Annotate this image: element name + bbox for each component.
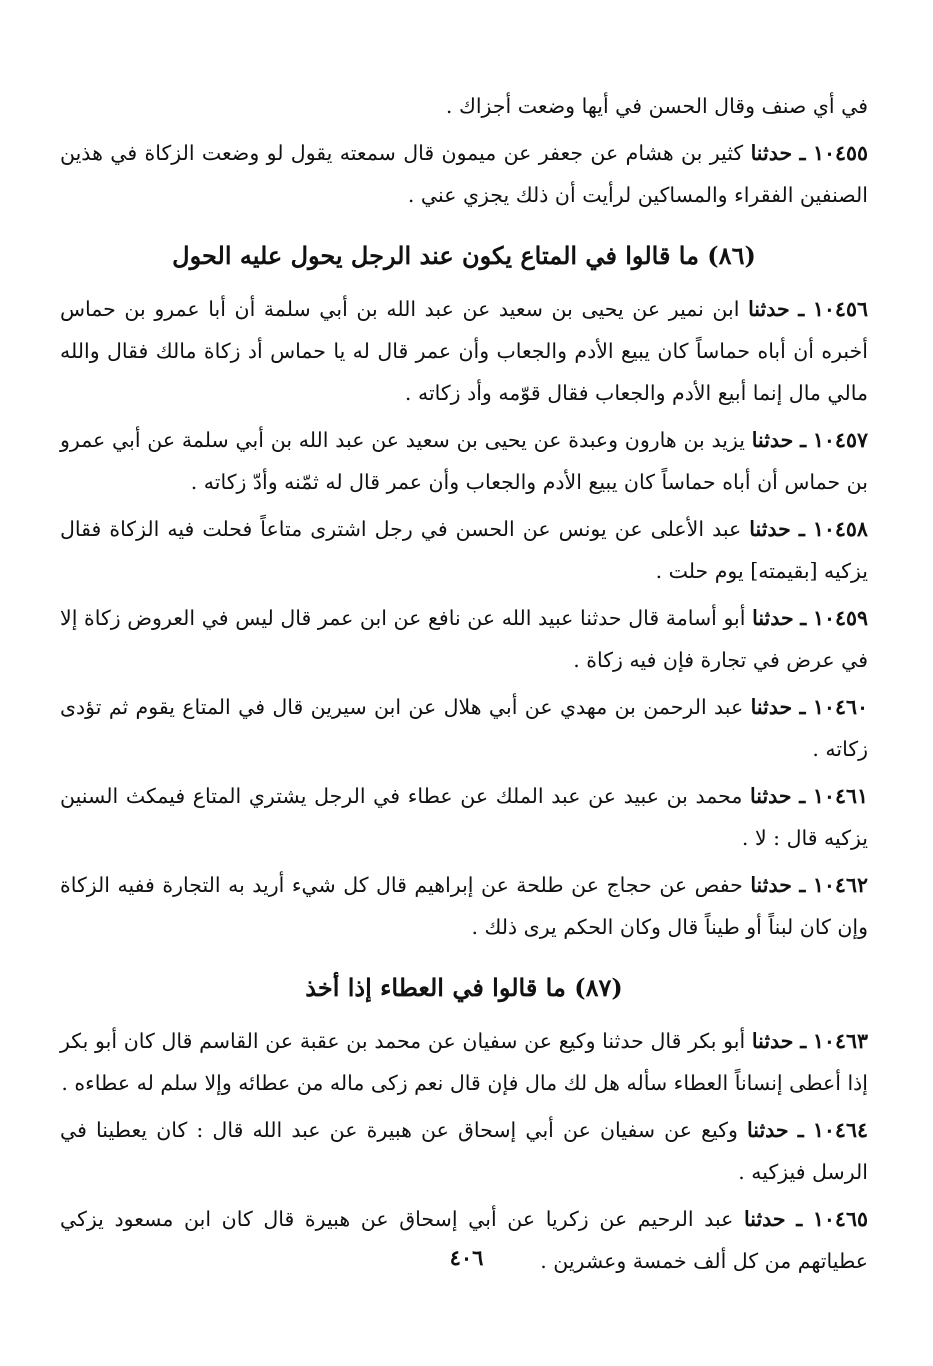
- section-87: [60, 1020, 868, 1282]
- hadith-10459: ١٠٤٥٩ ـ حدثنا أبو أسامة قال حدثنا عبيد الله عن نافع عن ابن عمر قال ليس في العروض زكاة إلا في عرض في تجارة فإن فيه زكاة .: [60, 606, 868, 672]
- hadith-number: ١٠٤٥٨: [812, 517, 868, 541]
- hadith-lead: حدثنا: [749, 517, 791, 541]
- hadith-lead: حدثنا: [748, 297, 790, 321]
- hadith-lead: حدثنا: [750, 784, 792, 808]
- section-1: [60, 132, 868, 216]
- hadith-lead: حدثنا: [750, 141, 793, 165]
- hadith-text: حفص عن حجاج عن طلحة عن إبراهيم قال كل شيء أريد به التجارة ففيه الزكاة وإن كان لبناً أو طيناً قال وكان الحكم يرى ذلك .: [60, 873, 868, 939]
- hadith-10464: ١٠٤٦٤ ـ حدثنا وكيع عن سفيان عن أبي إسحاق عن هبيرة عن عبد الله قال : كان يعطينا في الرسل فيزكيه .: [60, 1118, 868, 1184]
- hadith-number: ١٠٤٥٩: [812, 606, 868, 630]
- hadith-10460: ١٠٤٦٠ ـ حدثنا عبد الرحمن بن مهدي عن أبي هلال عن ابن سيرين قال في المتاع يقوم ثم تؤدى زكاته .: [60, 695, 868, 761]
- hadith-10463: ١٠٤٦٣ ـ حدثنا أبو بكر قال حدثنا وكيع عن سفيان عن محمد بن عقبة عن القاسم قال كان أبو بكر إذا أعطى إنساناً العطاء سأله هل لك مال فإن قال نعم زكى ماله من عطائه وإلا سلم له عطاءه .: [60, 1029, 868, 1095]
- hadith-10458: ١٠٤٥٨ ـ حدثنا عبد الأعلى عن يونس عن الحسن في رجل اشترى متاعاً فحلت فيه الزكاة فقال يزكيه [بقيمته] يوم حلت .: [60, 517, 868, 583]
- hadith-10457: ١٠٤٥٧ ـ حدثنا يزيد بن هارون وعبدة عن يحيى بن سعيد عن عبد الله بن أبي سلمة عن أبي عمرو بن حماس أن أباه حماساً كان يبيع الأدم والجعاب وأن عمر قال له ثمّنه وأدّ زكاته .: [60, 428, 868, 494]
- hadith-number: ١٠٤٥٦: [812, 297, 868, 321]
- hadith-number: ١٠٤٦٣: [812, 1029, 868, 1053]
- page-body: [60, 85, 868, 1287]
- hadith-text: ابن نمير عن يحيى بن سعيد عن عبد الله بن أبي سلمة أن أبا عمرو بن حماس أخبره أن أباه حماساً كان يبيع الأدم والجعاب وأن عمر قال له يا حماس أد زكاة مالك فقال والله مالي مال إنما أبيع الأدم والجعاب فقال قوّمه وأد زكاته .: [60, 297, 868, 405]
- hadith-lead: حدثنا: [750, 695, 793, 719]
- section-86: [60, 288, 868, 948]
- hadith-number: ١٠٤٦٤: [812, 1118, 868, 1142]
- hadith-text: عبد الرحمن بن مهدي عن أبي هلال عن ابن سيرين قال في المتاع يقوم ثم تؤدى زكاته .: [60, 695, 868, 761]
- hadith-10465: ١٠٤٦٥ ـ حدثنا عبد الرحيم عن زكريا عن أبي إسحاق عن هبيرة قال كان ابن مسعود يزكي عطياتهم من كل ألف خمسة وعشرين .: [60, 1207, 868, 1273]
- hadith-number: ١٠٤٦٥: [812, 1207, 868, 1231]
- hadith-lead: حدثنا: [751, 428, 794, 452]
- hadith-lead: حدثنا: [750, 873, 792, 897]
- hadith-text: عبد الأعلى عن يونس عن الحسن في رجل اشترى متاعاً فحلت فيه الزكاة فقال يزكيه [بقيمته] يوم حلت .: [60, 517, 868, 583]
- hadith-lead: حدثنا: [752, 606, 794, 630]
- page-number: ٤٠٦: [449, 1245, 484, 1270]
- hadith-number: ١٠٤٦٢: [812, 873, 868, 897]
- intro-paragraph: في أي صنف وقال الحسن في أيها وضعت أجزاك .: [445, 94, 868, 118]
- hadith-text: عبد الرحيم عن زكريا عن أبي إسحاق عن هبيرة قال كان ابن مسعود يزكي عطياتهم من كل ألف خمسة وعشرين .: [60, 1207, 868, 1273]
- hadith-lead: حدثنا: [751, 1029, 794, 1053]
- hadith-10456: ١٠٤٥٦ ـ حدثنا ابن نمير عن يحيى بن سعيد عن عبد الله بن أبي سلمة أن أبا عمرو بن حماس أخبره أن أباه حماساً كان يبيع الأدم والجعاب وأن عمر قال له يا حماس أد زكاة مالك فقال والله مالي مال إنما أبيع الأدم والجعاب فقال قوّمه وأد زكاته .: [60, 297, 868, 405]
- hadith-number: ١٠٤٥٥: [812, 141, 868, 165]
- hadith-number: ١٠٤٦٠: [812, 695, 868, 719]
- hadith-text: أبو بكر قال حدثنا وكيع عن سفيان عن محمد بن عقبة عن القاسم قال كان أبو بكر إذا أعطى إنساناً العطاء سأله هل لك مال فإن قال نعم زكى ماله من عطائه وإلا سلم له عطاءه .: [60, 1029, 868, 1095]
- hadith-text: يزيد بن هارون وعبدة عن يحيى بن سعيد عن عبد الله بن أبي سلمة عن أبي عمرو بن حماس أن أباه حماساً كان يبيع الأدم والجعاب وأن عمر قال له ثمّنه وأدّ زكاته .: [60, 428, 868, 494]
- hadith-10462: ١٠٤٦٢ ـ حدثنا حفص عن حجاج عن طلحة عن إبراهيم قال كل شيء أريد به التجارة ففيه الزكاة وإن كان لبناً أو طيناً قال وكان الحكم يرى ذلك .: [60, 873, 868, 939]
- hadith-text: محمد بن عبيد عن عبد الملك عن عطاء في الرجل يشتري المتاع فيمكث السنين يزكيه قال : لا .: [60, 784, 868, 850]
- hadith-10461: ١٠٤٦١ ـ حدثنا محمد بن عبيد عن عبد الملك عن عطاء في الرجل يشتري المتاع فيمكث السنين يزكيه قال : لا .: [60, 784, 868, 850]
- hadith-10455: ١٠٤٥٥ ـ حدثنا كثير بن هشام عن جعفر عن ميمون قال سمعته يقول لو وضعت الزكاة في هذين الصنفين الفقراء والمساكين لرأيت أن ذلك يجزي عني .: [60, 141, 868, 207]
- hadith-number: ١٠٤٥٧: [812, 428, 868, 452]
- hadith-number: ١٠٤٦١: [812, 784, 868, 808]
- chapter-heading-87: (٨٧) ما قالوا في العطاء إذا أخذ: [305, 973, 623, 1002]
- hadith-text: أبو أسامة قال حدثنا عبيد الله عن نافع عن ابن عمر قال ليس في العروض زكاة إلا في عرض في تجارة فإن فيه زكاة .: [60, 606, 868, 672]
- hadith-text: كثير بن هشام عن جعفر عن ميمون قال سمعته يقول لو وضعت الزكاة في هذين الصنفين الفقراء والمساكين لرأيت أن ذلك يجزي عني .: [60, 141, 868, 207]
- chapter-heading-86: (٨٦) ما قالوا في المتاع يكون عند الرجل يحول عليه الحول: [172, 241, 756, 270]
- hadith-text: وكيع عن سفيان عن أبي إسحاق عن هبيرة عن عبد الله قال : كان يعطينا في الرسل فيزكيه .: [60, 1118, 868, 1184]
- hadith-lead: حدثنا: [747, 1118, 789, 1142]
- hadith-lead: حدثنا: [744, 1207, 786, 1231]
